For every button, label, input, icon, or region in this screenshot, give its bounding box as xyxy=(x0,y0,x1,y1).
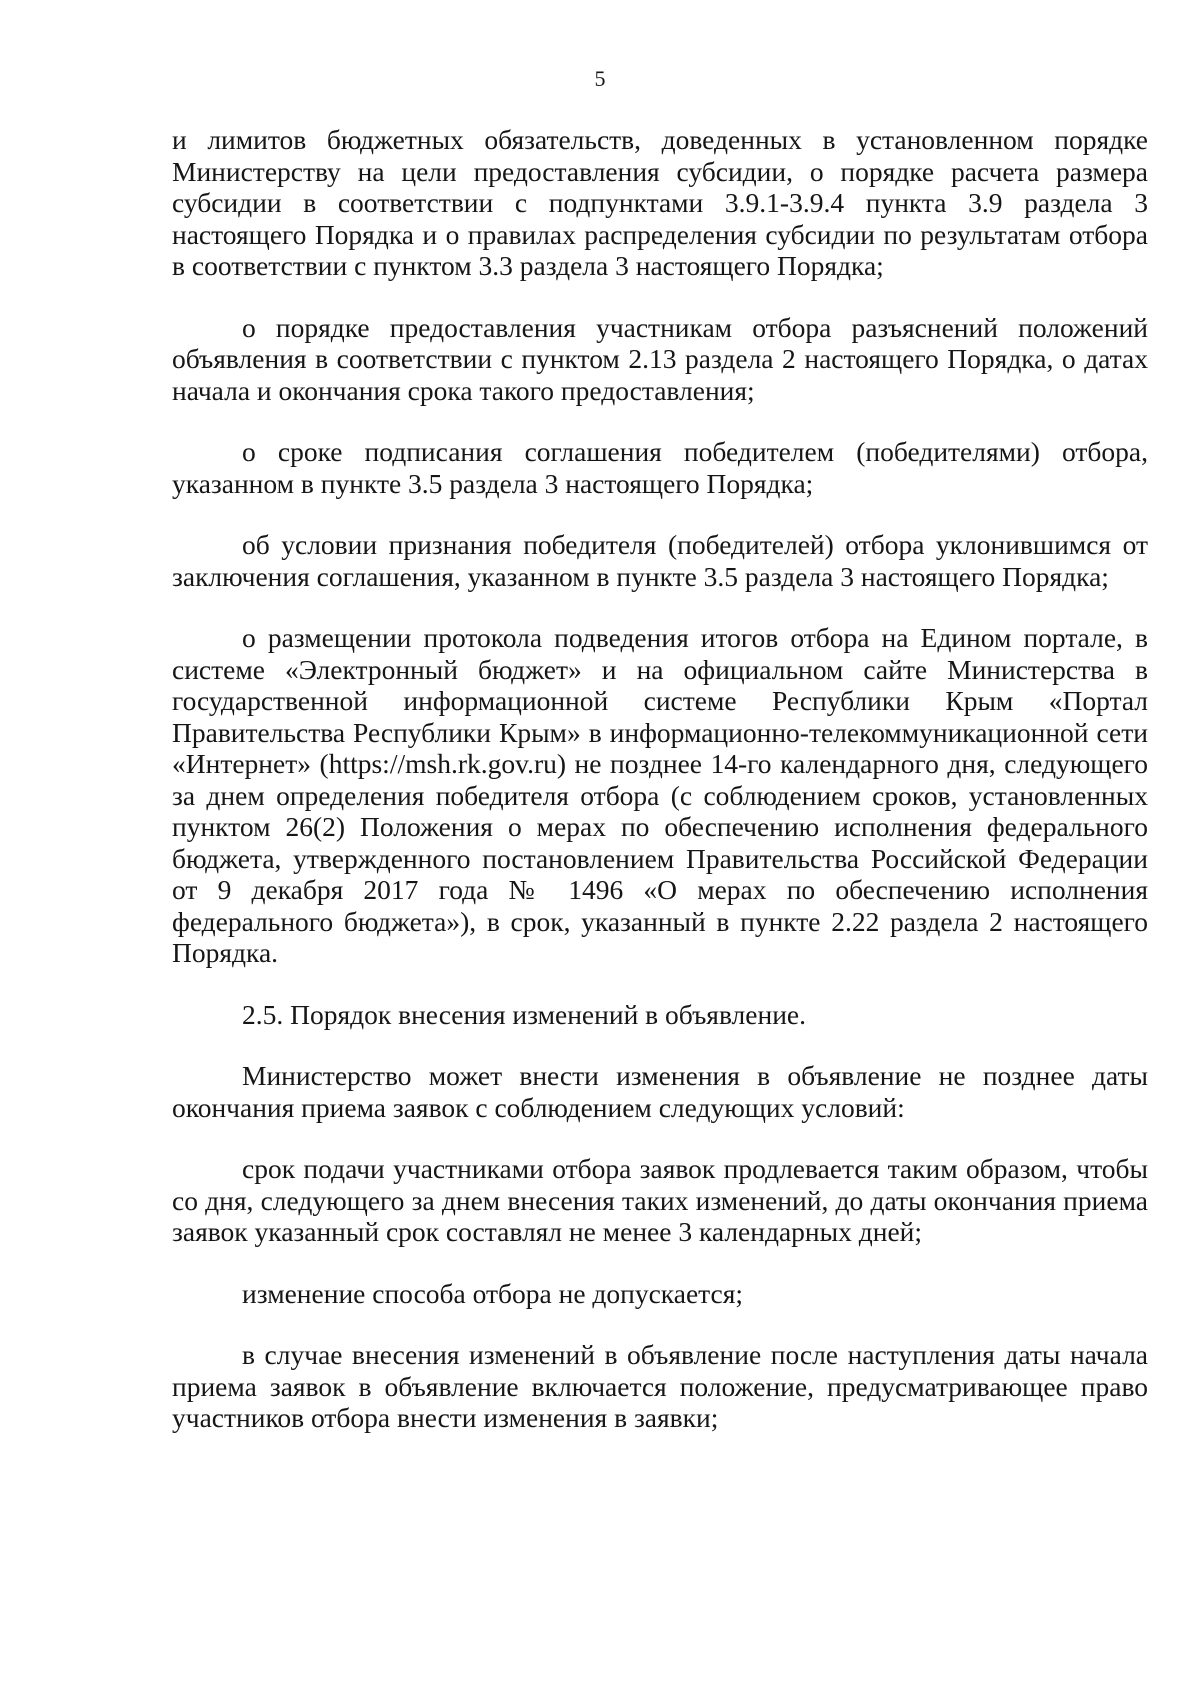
section-heading-2-5: 2.5. Порядок внесения изменений в объявление. xyxy=(242,998,807,1030)
paragraph-application-changes: в случае внесения изменений в объявление после наступления даты начала приема заявок в объявление включается положение, предусматривающее право участников отбора внести изменения в заявки; xyxy=(172,1339,1148,1433)
page-number: 5 xyxy=(594,66,606,91)
paragraph-ministry-changes: Министерство может внести изменения в объявление не позднее даты окончания приема заявок с соблюдением следующих условий: xyxy=(172,1060,1148,1123)
paragraph-deadline-extension: срок подачи участниками отбора заявок продлевается таким образом, чтобы со дня, следующего за днем внесения таких изменений, до даты окончания приема заявок указанный срок составлял не менее 3 календарных дней; xyxy=(172,1153,1148,1247)
paragraph-continuation: и лимитов бюджетных обязательств, доведенных в установленном порядке Министерству на цели предоставления субсидии, о порядке расчета размера субсидии в соответствии с подпунктами 3.9.1-3.9.4 пункта 3.9 раздела 3 настоящего Порядка и о правилах распределения субсидии по результатам отбора в соответствии с пунктом 3.3 раздела 3 настоящего Порядка; xyxy=(172,124,1148,281)
paragraph-signing-deadline: о сроке подписания соглашения победителем (победителями) отбора, указанном в пункте 3.5 раздела 3 настоящего Порядка; xyxy=(172,436,1148,499)
paragraph-clarifications: о порядке предоставления участникам отбора разъяснений положений объявления в соответствии с пунктом 2.13 раздела 2 настоящего Порядка, о датах начала и окончания срока такого предоставления; xyxy=(172,311,1148,406)
paragraph-method-unchanged: изменение способа отбора не допускается; xyxy=(242,1277,744,1309)
paragraph-evasion-condition: об условии признания победителя (победителей) отбора уклонившимся от заключения соглашения, указанном в пункте 3.5 раздела 3 настоящего Порядка; xyxy=(172,529,1148,592)
document-body xyxy=(172,124,1148,1464)
paragraph-protocol-publication: о размещении протокола подведения итогов отбора на Едином портале, в системе «Электронный бюджет» и на официальном сайте Министерства в государственной информационной системе Республики Крым «Портал Правительства Республики Крым» в информационно-телекоммуникационной сети «Интернет» (https://msh.rk.gov.ru) не позднее 14-го календарного дня, следующего за днем определения победителя отбора (с соблюдением сроков, установленных пунктом 26(2) Положения о мерах по обеспечению исполнения федерального бюджета, утвержденного постановлением Правительства Российской Федерации от 9 декабря 2017 года № 1496 «О мерах по обеспечению исполнения федерального бюджета»), в срок, указанный в пункте 2.22 раздела 2 настоящего Порядка. xyxy=(172,622,1148,968)
